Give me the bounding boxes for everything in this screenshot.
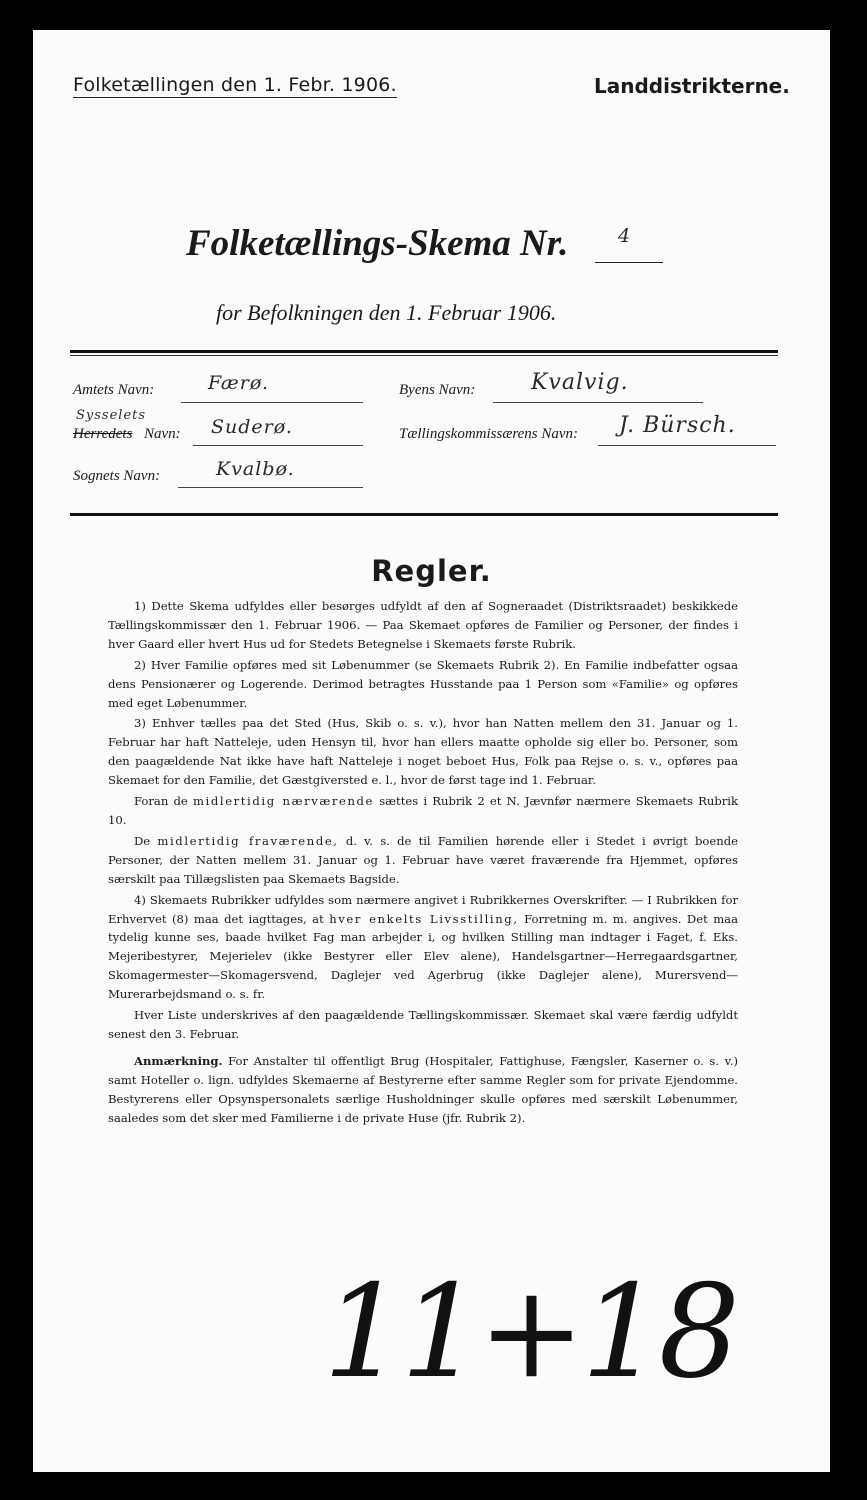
rule-1: 1) Dette Skema udfyldes eller besørges udfyldt af den af Sogneraadet (Distriktsraadet) beskikkede Tællingskommissær den 1. Februar 1906. — Paa Skemaet opføres de Familier og Personer, der findes i hver Gaard eller hvert Hus ud for Stedets Betegnelse i Skemaets første Rubrik. [108,599,738,651]
rule-4-spaced: hver enkelts Livsstilling, [329,911,519,926]
rule-3c-post: d. v. s. de til Familien hørende eller i Stedet i øvrigt boende Personer, der Natten mellem 31. Januar og 1. Februar have været fraværende fra Hjemmet, opføres særskilt paa Tillægslisten paa Skemaets Bagside. [108,833,738,886]
rule-4b: Hver Liste underskrives af den paagældende Tællingskommissær. Skemaet skal være færdig udfyldt senest den 3. Februar. [108,1008,738,1041]
form-number-handwritten: 4 [618,225,632,247]
remark-label: Anmærkning. [134,1053,223,1068]
form-title: Folketællings-Skema Nr. [186,223,569,264]
kommissaer-label: Tællingskommissærens Navn: [399,426,579,442]
rules-text [108,597,738,1129]
form-number-line [595,262,663,263]
sogn-label: Sognets Navn: [73,468,161,484]
kommissaer-line [598,445,776,446]
remark-text: For Anstalter til offentligt Brug (Hospitaler, Fattighuse, Fængsler, Kaserner o. s. v.) samt Hoteller o. lign. udfyldes Skemaerne af Bestyrerne efter samme Regler som for private Ejendomme. Bestyrerens eller Opsynspersonalets særlige Husholdninger skulle opføres med særskilt Løbenummer, saaledes som det sker med Familierne i de private Huse (jfr. Rubrik 2). [108,1053,739,1125]
bottom-divider [70,513,778,516]
rule-4 [108,891,738,1004]
sogn-line [178,487,363,488]
rule-4-pre: 4) Skemaets Rubrikker udfyldes som nærmere angivet i Rubrikkernes Overskrifter. — I Rubrikken for Erhvervet (8) maa det iagttages, at [108,892,738,926]
handwritten-count-annotation: 11+18 [323,1258,736,1407]
by-value: Kvalvig. [531,370,629,395]
district-type-header: Landdistrikterne. [594,74,790,98]
herred-label-struck: Herredets [73,426,133,442]
rule-3: 3) Enhver tælles paa det Sted (Hus, Skib o. s. v.), hvor han Natten mellem den 31. Januar og 1. Februar har haft Natteleje, uden Hensyn til, hvor han ellers maatte opholde sig eller bo. Personer, som den paagældende Nat ikke have haft Natteleje i noget beboet Hus, Folk paa Rejse o. s. v., opføres paa Skemaet for den Familie, det Gæstgiversted e. l., hvor de først tage ind 1. Februar. [108,716,738,788]
rule-3b [108,792,738,830]
rule-3c [108,832,738,889]
rule-4-post: Forretning m. m. angives. Det maa tydelig kunne ses, baade hvilket Fag man arbejder i, og hvilken Stilling man indtager i Faget, f. Eks. Mejeribestyrer, Mejerielev (ikke Bestyrer eller Elev alene), Handelsgartner—Herregaardsgartner, Skomagermester—Skomagersvend, Daglejer ved Agerbrug (ikke Daglejer alene), Murersvend—Murerarbejdsmand o. s. fr. [108,911,739,1002]
rule-3c-spaced: midlertidig fraværende, [157,833,339,848]
sysselets-handwritten: Sysselets [76,408,147,423]
kommissaer-value: J. Bürsch. [619,413,736,438]
amt-line [181,402,363,403]
herred-label: Navn: [144,426,181,442]
census-form-page [33,30,830,1472]
census-header: Folketællingen den 1. Febr. 1906. [73,74,397,96]
remark [108,1052,738,1128]
by-label: Byens Navn: [399,382,476,398]
herred-line [193,445,363,446]
rule-3b-post: sættes i Rubrik 2 et N. Jævnfør nærmere Skemaets Rubrik 10. [108,794,739,827]
rule-3c-pre: De [134,833,151,848]
sogn-value: Kvalbø. [216,458,295,480]
amt-value: Færø. [208,372,269,394]
form-subtitle: for Befolkningen den 1. Februar 1906. [216,300,557,325]
rule-3b-pre: Foran de [134,794,188,809]
by-line [493,402,703,403]
rule-2: 2) Hver Familie opføres med sit Løbenummer (se Skemaets Rubrik 2). En Familie indbefatter ogsaa dens Pensionærer og Logerende. Derimod betragtes Husstande paa 1 Person som «Familie» og opføres med eget Løbenummer. [108,657,738,710]
rule-3b-spaced: midlertidig nærværende [192,794,375,809]
amt-label: Amtets Navn: [73,382,155,398]
herred-value: Suderø. [211,416,293,438]
top-divider [70,350,778,353]
rules-heading: Regler. [371,554,492,588]
top-divider-thin [70,355,778,356]
